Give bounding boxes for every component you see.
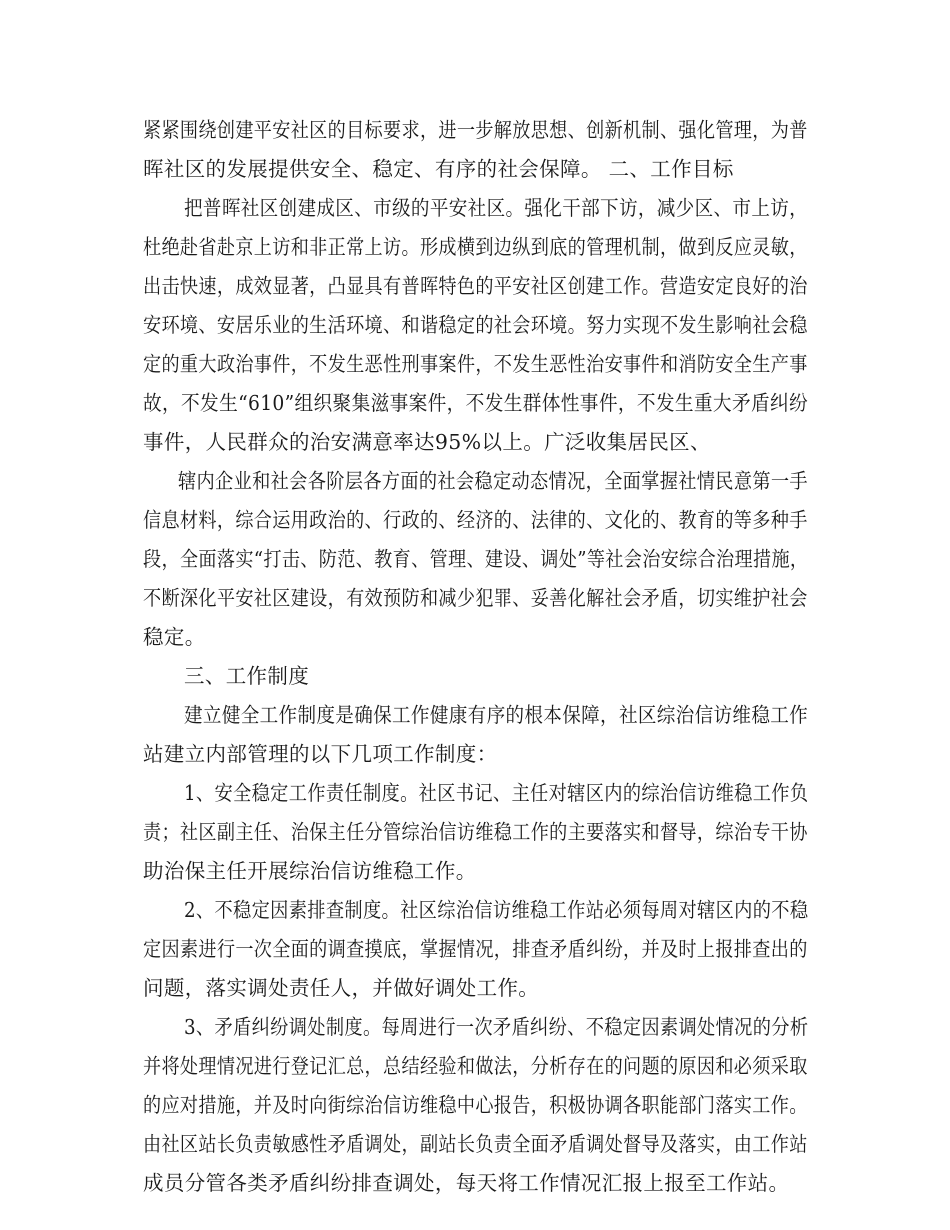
text-line: 事件，人民群众的治安满意率达95%以上。广泛收集居民区、	[143, 430, 711, 454]
text-line: 2、不稳定因素排查制度。社区综治信访维稳工作站必须每周对辖区内的不稳	[184, 898, 809, 922]
text-line: 问题，落实调处责任人，并做好调处工作。	[143, 976, 540, 1000]
text-line: 信息材料，综合运用政治的、行政的、经济的、法律的、文化的、教育的等多种手	[143, 508, 808, 532]
text-line: 辖内企业和社会各阶层各方面的社会稳定动态情况，全面掌握社情民意第一手	[178, 469, 808, 493]
text-line: 稳定。	[143, 625, 206, 649]
text-line: 3、矛盾纠纷调处制度。每周进行一次矛盾纠纷、不稳定因素调处情况的分析	[184, 1015, 809, 1039]
text-line: 助治保主任开展综治信访维稳工作。	[143, 859, 477, 883]
text-line: 并将处理情况进行登记汇总，总结经验和做法，分析存在的问题的原因和必须采取	[143, 1054, 808, 1078]
text-line: 段，全面落实“打击、防范、教育、管理、建设、调处”等社会治安综合治理措施，	[143, 547, 809, 571]
text-line: 定的重大政治事件，不发生恶性刑事案件，不发生恶性治安事件和消防安全生产事	[143, 352, 808, 376]
text-line: 出击快速，成效显著，凸显具有普晖特色的平安社区创建工作。营造安定良好的治	[143, 274, 808, 298]
text-line: 责；社区副主任、治保主任分管综治信访维稳工作的主要落实和督导，综治专干协	[143, 820, 808, 844]
text-line: 1、安全稳定工作责任制度。社区书记、主任对辖区内的综治信访维稳工作负	[184, 781, 809, 805]
text-line: 紧紧围绕创建平安社区的目标要求，进一步解放思想、创新机制、强化管理，为普	[143, 118, 808, 142]
text-line: 杜绝赴省赴京上访和非正常上访。形成横到边纵到底的管理机制，做到反应灵敏，	[143, 235, 808, 259]
text-line: 建立健全工作制度是确保工作健康有序的根本保障，社区综治信访维稳工作	[184, 703, 809, 727]
text-line: 定因素进行一次全面的调查摸底，掌握情况，排查矛盾纠纷，并及时上报排查出的	[143, 937, 808, 961]
text-line: 不断深化平安社区建设，有效预防和减少犯罪、妥善化解社会矛盾，切实维护社会	[143, 586, 808, 610]
text-line: 晖社区的发展提供安全、稳定、有序的社会保障。 二、工作目标	[143, 157, 734, 181]
text-line: 站建立内部管理的以下几项工作制度：	[143, 742, 498, 766]
text-line: 把普晖社区创建成区、市级的平安社区。强化干部下访，减少区、市上访，	[184, 196, 809, 220]
text-line: 由社区站长负责敏感性矛盾调处，副站长负责全面矛盾调处督导及落实，由工作站	[143, 1132, 808, 1156]
text-line: 成员分管各类矛盾纠纷排查调处，每天将工作情况汇报上报至工作站。	[143, 1171, 790, 1195]
text-line: 故，不发生“610”组织聚集滋事案件，不发生群体性事件，不发生重大矛盾纠纷	[143, 391, 809, 415]
text-line: 安环境、安居乐业的生活环境、和谐稳定的社会环境。努力实现不发生影响社会稳	[143, 313, 808, 337]
section-heading: 三、工作制度	[184, 664, 310, 688]
text-line: 的应对措施，并及时向街综治信访维稳中心报告，积极协调各职能部门落实工作。	[143, 1093, 808, 1117]
